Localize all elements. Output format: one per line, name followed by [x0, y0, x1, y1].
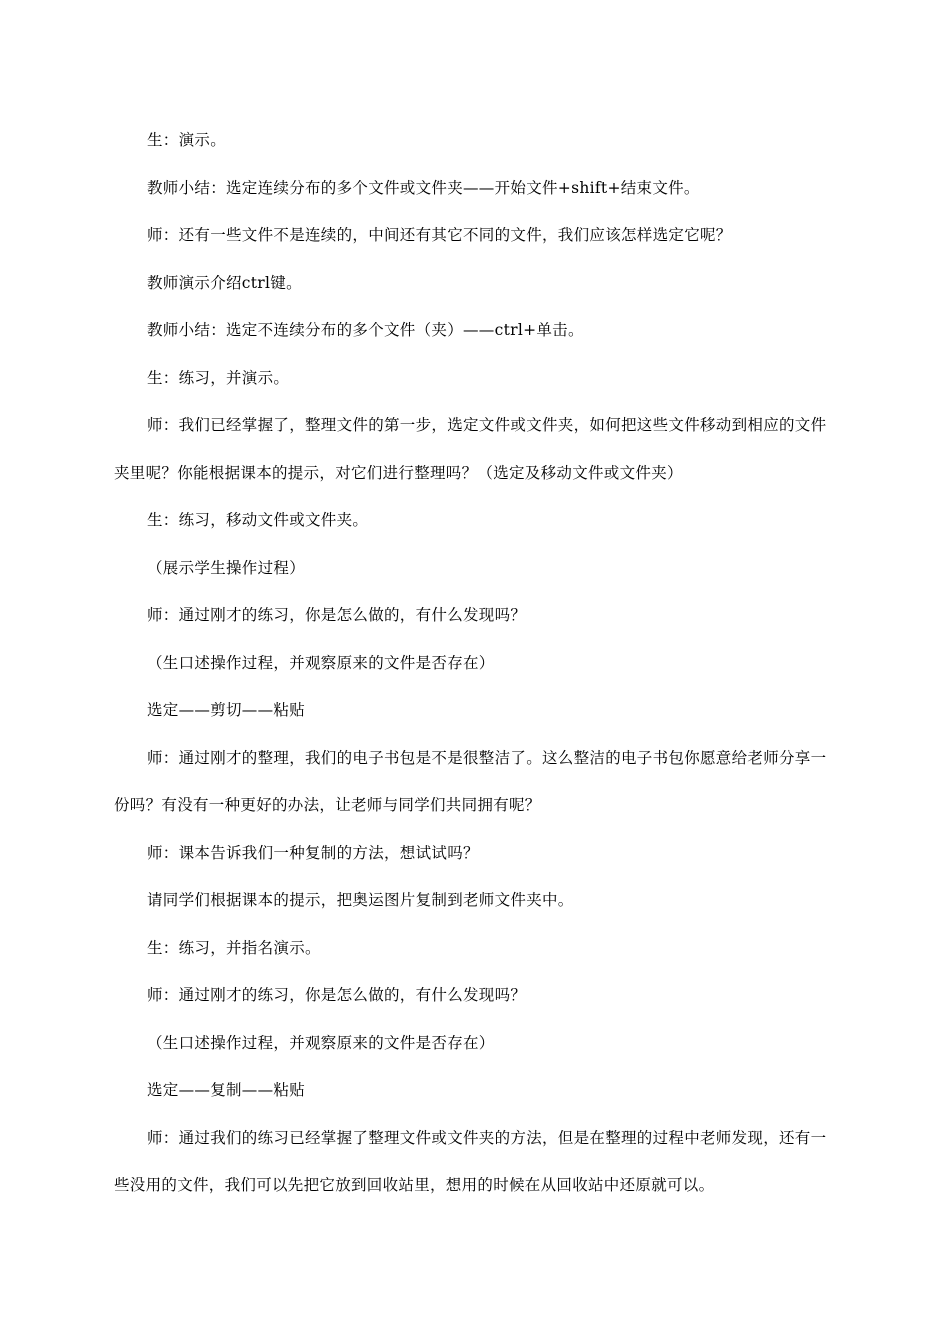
paragraph: （生口述操作过程，并观察原来的文件是否存在）	[147, 1033, 495, 1052]
paragraph: 师：通过我们的练习已经掌握了整理文件或文件夹的方法，但是在整理的过程中老师发现，还有一些没用的文件，我们可以先把它放到回收站里，想用的时候在从回收站中还原就可以。	[114, 1128, 827, 1194]
paragraph: 选定——剪切——粘贴	[147, 701, 306, 719]
document-body	[114, 117, 838, 1210]
paragraph: 教师小结：选定不连续分布的多个文件（夹）——ctrl+单击。	[147, 321, 584, 339]
paragraph: 师：通过刚才的练习，你是怎么做的，有什么发现吗？	[147, 986, 527, 1004]
paragraph: 选定——复制——粘贴	[147, 1081, 306, 1099]
paragraph: 生：练习，并指名演示。	[147, 938, 321, 957]
paragraph: 教师演示介绍ctrl键。	[147, 273, 302, 292]
paragraph: 请同学们根据课本的提示，把奥运图片复制到老师文件夹中。	[147, 891, 574, 909]
paragraph: 生：练习，并演示。	[147, 368, 290, 387]
paragraph: （生口述操作过程，并观察原来的文件是否存在）	[147, 653, 495, 672]
paragraph: 师：我们已经掌握了，整理文件的第一步，选定文件或文件夹，如何把这些文件移动到相应的文件夹里呢？你能根据课本的提示，对它们进行整理吗？（选定及移动文件或文件夹）	[114, 416, 827, 482]
paragraph: 师：通过刚才的练习，你是怎么做的，有什么发现吗？	[147, 606, 527, 624]
paragraph: 师：还有一些文件不是连续的，中间还有其它不同的文件，我们应该怎样选定它呢？	[147, 226, 732, 244]
paragraph: 生：练习，移动文件或文件夹。	[147, 511, 369, 529]
paragraph: 师：课本告诉我们一种复制的方法，想试试吗？	[147, 843, 479, 862]
paragraph: 生：演示。	[147, 131, 227, 149]
paragraph: 教师小结：选定连续分布的多个文件或文件夹——开始文件+shift+结束文件。	[147, 178, 700, 197]
paragraph: 师：通过刚才的整理，我们的电子书包是不是很整洁了。这么整洁的电子书包你愿意给老师分享一份吗？有没有一种更好的办法，让老师与同学们共同拥有呢？	[114, 748, 827, 814]
paragraph: （展示学生操作过程）	[147, 558, 306, 577]
